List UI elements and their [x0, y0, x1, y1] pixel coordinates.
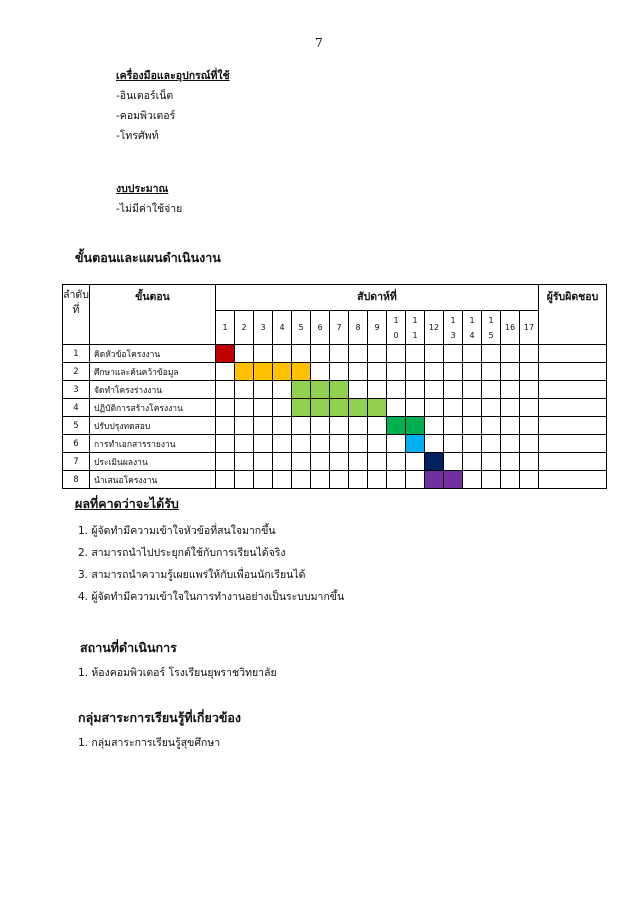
gantt-bar-cell — [444, 471, 463, 489]
gantt-bar-cell — [406, 417, 425, 435]
week-cell — [482, 435, 501, 453]
week-cell — [520, 399, 539, 417]
week-cell — [330, 435, 349, 453]
week-cell — [501, 435, 520, 453]
week-number-11 — [406, 311, 425, 345]
week-cell — [387, 399, 406, 417]
week-number-line: 16 — [504, 323, 516, 332]
week-cell — [406, 471, 425, 489]
location-list — [78, 662, 277, 684]
budget-section — [116, 179, 182, 219]
week-cell — [368, 435, 387, 453]
tools-item: -โทรศัพท์ — [116, 130, 159, 142]
week-cell — [520, 435, 539, 453]
week-cell — [273, 471, 292, 489]
task-row — [63, 471, 607, 489]
col-no-header: ลำดับ ที่ — [63, 285, 90, 345]
week-cell — [273, 345, 292, 363]
week-cell — [444, 345, 463, 363]
tools-section — [116, 66, 230, 146]
week-number-line: 1 — [222, 323, 228, 332]
task-number: 7 — [63, 453, 90, 471]
week-cell — [425, 399, 444, 417]
week-cell — [216, 417, 235, 435]
task-row — [63, 435, 607, 453]
week-number-5 — [292, 311, 311, 345]
week-cell — [349, 453, 368, 471]
col-owner-header: ผู้รับผิดชอบ — [539, 285, 607, 345]
week-cell — [349, 381, 368, 399]
week-number-9 — [368, 311, 387, 345]
owner-cell — [539, 417, 607, 435]
week-cell — [482, 471, 501, 489]
week-number-line: 4 — [279, 323, 285, 332]
week-cell — [292, 471, 311, 489]
week-cell — [463, 471, 482, 489]
week-cell — [311, 363, 330, 381]
week-cell — [425, 381, 444, 399]
tools-heading: เครื่องมือและอุปกรณ์ที่ใช้ — [116, 70, 230, 82]
week-cell — [482, 345, 501, 363]
week-cell — [216, 435, 235, 453]
gantt-bar-cell — [311, 399, 330, 417]
week-cell — [254, 399, 273, 417]
location-item: 1. ห้องคอมพิวเตอร์ โรงเรียนยุพราชวิทยาลัย — [78, 667, 277, 679]
week-cell — [349, 363, 368, 381]
week-number-line: 1 — [469, 315, 475, 325]
subject-heading: กลุ่มสาระการเรียนรู้ที่เกี่ยวข้อง — [78, 710, 241, 725]
week-number-line: 0 — [393, 330, 399, 340]
week-cell — [425, 363, 444, 381]
week-cell — [311, 345, 330, 363]
week-cell — [406, 381, 425, 399]
gantt-bar-cell — [254, 363, 273, 381]
week-cell — [330, 417, 349, 435]
gantt-bar-cell — [368, 399, 387, 417]
week-number-line: 12 — [428, 323, 440, 332]
gantt-header-row — [63, 285, 607, 311]
week-cell — [235, 381, 254, 399]
week-cell — [273, 399, 292, 417]
expected-item: 3. สามารถนำความรู้เผยแพร่ให้กับเพื่อนนักเรียนได้ — [78, 569, 306, 581]
week-cell — [387, 453, 406, 471]
week-cell — [501, 471, 520, 489]
gantt-bar-cell — [406, 435, 425, 453]
week-cell — [292, 417, 311, 435]
owner-cell — [539, 471, 607, 489]
week-cell — [235, 453, 254, 471]
gantt-bar-cell — [292, 399, 311, 417]
week-number-7 — [330, 311, 349, 345]
week-cell — [273, 453, 292, 471]
expected-item: 2. สามารถนำไปประยุกต์ใช้กับการเรียนได้จริง — [78, 547, 286, 559]
week-number-line: 1 — [412, 315, 418, 325]
week-number-line: 5 — [298, 323, 304, 332]
week-cell — [482, 453, 501, 471]
week-number-line: 1 — [488, 315, 494, 325]
week-cell — [387, 435, 406, 453]
week-number-line: 3 — [450, 330, 456, 340]
week-cell — [425, 435, 444, 453]
week-cell — [520, 417, 539, 435]
task-row — [63, 453, 607, 471]
week-cell — [406, 363, 425, 381]
week-number-line: 2 — [241, 323, 247, 332]
week-number-4 — [273, 311, 292, 345]
week-cell — [425, 417, 444, 435]
week-cell — [311, 435, 330, 453]
expected-heading: ผลที่คาดว่าจะได้รับ — [75, 496, 179, 511]
task-name: ศึกษาและค้นคว้าข้อมูล — [90, 363, 216, 381]
subject-list — [78, 732, 220, 754]
task-name: จัดทำโครงร่างงาน — [90, 381, 216, 399]
plan-heading: ขั้นตอนและแผนดำเนินงาน — [75, 250, 221, 265]
week-cell — [463, 381, 482, 399]
week-cell — [520, 345, 539, 363]
tools-item: -อินเตอร์เน็ต — [116, 90, 174, 102]
expected-list — [78, 520, 344, 608]
owner-cell — [539, 435, 607, 453]
gantt-bar-cell — [425, 453, 444, 471]
week-cell — [406, 399, 425, 417]
week-cell — [463, 417, 482, 435]
week-cell — [216, 363, 235, 381]
week-cell — [349, 435, 368, 453]
task-number: 5 — [63, 417, 90, 435]
task-name: ปฏิบัติการสร้างโครงงาน — [90, 399, 216, 417]
week-cell — [216, 453, 235, 471]
week-number-line: 1 — [412, 330, 418, 340]
week-cell — [273, 435, 292, 453]
week-cell — [330, 471, 349, 489]
week-cell — [235, 435, 254, 453]
gantt-bar-cell — [311, 381, 330, 399]
budget-item: -ไม่มีค่าใช้จ่าย — [116, 203, 183, 215]
week-number-line: 7 — [336, 323, 342, 332]
week-cell — [349, 345, 368, 363]
week-number-line: 8 — [355, 323, 361, 332]
week-cell — [520, 363, 539, 381]
week-cell — [387, 381, 406, 399]
week-cell — [254, 453, 273, 471]
week-cell — [330, 453, 349, 471]
week-number-15 — [482, 311, 501, 345]
task-name: คิดหัวข้อโครงงาน — [90, 345, 216, 363]
week-cell — [482, 417, 501, 435]
week-cell — [368, 417, 387, 435]
week-cell — [444, 417, 463, 435]
gantt-bar-cell — [273, 363, 292, 381]
tools-item: -คอมพิวเตอร์ — [116, 110, 176, 122]
week-number-14 — [463, 311, 482, 345]
week-cell — [254, 417, 273, 435]
week-cell — [501, 345, 520, 363]
gantt-body — [63, 345, 607, 489]
week-cell — [463, 399, 482, 417]
gantt-bar-cell — [425, 471, 444, 489]
week-cell — [349, 471, 368, 489]
gantt-bar-cell — [216, 345, 235, 363]
gantt-table — [62, 284, 607, 489]
week-number-6 — [311, 311, 330, 345]
week-cell — [501, 381, 520, 399]
col-weeks-header: สัปดาห์ที่ — [216, 285, 539, 311]
week-number-line: 5 — [488, 330, 494, 340]
week-cell — [482, 381, 501, 399]
week-cell — [520, 381, 539, 399]
week-number-17 — [520, 311, 539, 345]
week-cell — [292, 453, 311, 471]
col-step-header: ขั้นตอน — [90, 285, 216, 345]
week-number-13 — [444, 311, 463, 345]
task-number: 2 — [63, 363, 90, 381]
task-number: 4 — [63, 399, 90, 417]
week-cell — [501, 399, 520, 417]
week-cell — [254, 435, 273, 453]
week-cell — [235, 417, 254, 435]
week-number-line: 9 — [374, 323, 380, 332]
gantt-bar-cell — [349, 399, 368, 417]
week-cell — [463, 435, 482, 453]
task-number: 6 — [63, 435, 90, 453]
week-cell — [368, 471, 387, 489]
week-cell — [444, 363, 463, 381]
week-cell — [520, 453, 539, 471]
task-number: 8 — [63, 471, 90, 489]
location-heading: สถานที่ดำเนินการ — [80, 640, 177, 655]
week-cell — [482, 399, 501, 417]
subject-item: 1. กลุ่มสาระการเรียนรู้สุขศึกษา — [78, 737, 221, 749]
week-cell — [311, 417, 330, 435]
gantt-bar-cell — [292, 381, 311, 399]
task-name: การทำเอกสารรายงาน — [90, 435, 216, 453]
week-cell — [254, 381, 273, 399]
week-cell — [368, 381, 387, 399]
week-cell — [444, 399, 463, 417]
week-number-line: 1 — [393, 315, 399, 325]
week-number-line: 6 — [317, 323, 323, 332]
week-cell — [216, 381, 235, 399]
week-cell — [254, 345, 273, 363]
week-cell — [482, 363, 501, 381]
gantt-bar-cell — [235, 363, 254, 381]
task-row — [63, 345, 607, 363]
week-cell — [273, 417, 292, 435]
week-number-line: 17 — [523, 323, 535, 332]
week-number-10 — [387, 311, 406, 345]
week-number-line: 1 — [450, 315, 456, 325]
week-cell — [387, 471, 406, 489]
task-number: 1 — [63, 345, 90, 363]
week-number-3 — [254, 311, 273, 345]
owner-cell — [539, 363, 607, 381]
week-cell — [463, 453, 482, 471]
week-number-line: 3 — [260, 323, 266, 332]
week-number-1 — [216, 311, 235, 345]
owner-cell — [539, 399, 607, 417]
task-row — [63, 363, 607, 381]
week-cell — [387, 363, 406, 381]
week-cell — [501, 417, 520, 435]
gantt-bar-cell — [387, 417, 406, 435]
expected-item: 4. ผู้จัดทำมีความเข้าใจในการทำงานอย่างเป็นระบบมากขึ้น — [78, 591, 345, 603]
task-name: ปรับปรุงทดสอบ — [90, 417, 216, 435]
gantt-bar-cell — [292, 363, 311, 381]
week-number-line: 4 — [469, 330, 475, 340]
task-name: นำเสนอโครงงาน — [90, 471, 216, 489]
week-cell — [235, 345, 254, 363]
week-cell — [368, 363, 387, 381]
week-cell — [406, 453, 425, 471]
gantt-bar-cell — [330, 399, 349, 417]
week-cell — [444, 381, 463, 399]
task-row — [63, 381, 607, 399]
week-number-12 — [425, 311, 444, 345]
week-cell — [425, 345, 444, 363]
page-number: 7 — [315, 36, 323, 50]
week-cell — [311, 471, 330, 489]
week-cell — [520, 471, 539, 489]
week-number-8 — [349, 311, 368, 345]
week-cell — [254, 471, 273, 489]
week-cell — [463, 363, 482, 381]
week-cell — [330, 363, 349, 381]
owner-cell — [539, 453, 607, 471]
gantt-bar-cell — [330, 381, 349, 399]
week-cell — [235, 399, 254, 417]
budget-heading: งบประมาณ — [116, 183, 169, 195]
week-cell — [292, 435, 311, 453]
task-name: ประเมินผลงาน — [90, 453, 216, 471]
week-cell — [501, 453, 520, 471]
week-cell — [216, 399, 235, 417]
owner-cell — [539, 381, 607, 399]
owner-cell — [539, 345, 607, 363]
week-cell — [368, 453, 387, 471]
task-number: 3 — [63, 381, 90, 399]
week-number-2 — [235, 311, 254, 345]
week-cell — [273, 381, 292, 399]
week-cell — [501, 363, 520, 381]
week-cell — [292, 345, 311, 363]
week-cell — [463, 345, 482, 363]
week-cell — [406, 345, 425, 363]
week-cell — [216, 471, 235, 489]
week-cell — [368, 345, 387, 363]
week-cell — [330, 345, 349, 363]
week-number-16 — [501, 311, 520, 345]
task-row — [63, 399, 607, 417]
task-row — [63, 417, 607, 435]
week-cell — [387, 345, 406, 363]
week-cell — [311, 453, 330, 471]
week-cell — [444, 453, 463, 471]
week-cell — [349, 417, 368, 435]
week-cell — [235, 471, 254, 489]
week-cell — [444, 435, 463, 453]
expected-item: 1. ผู้จัดทำมีความเข้าใจหัวข้อที่สนใจมากขึ้น — [78, 525, 276, 537]
